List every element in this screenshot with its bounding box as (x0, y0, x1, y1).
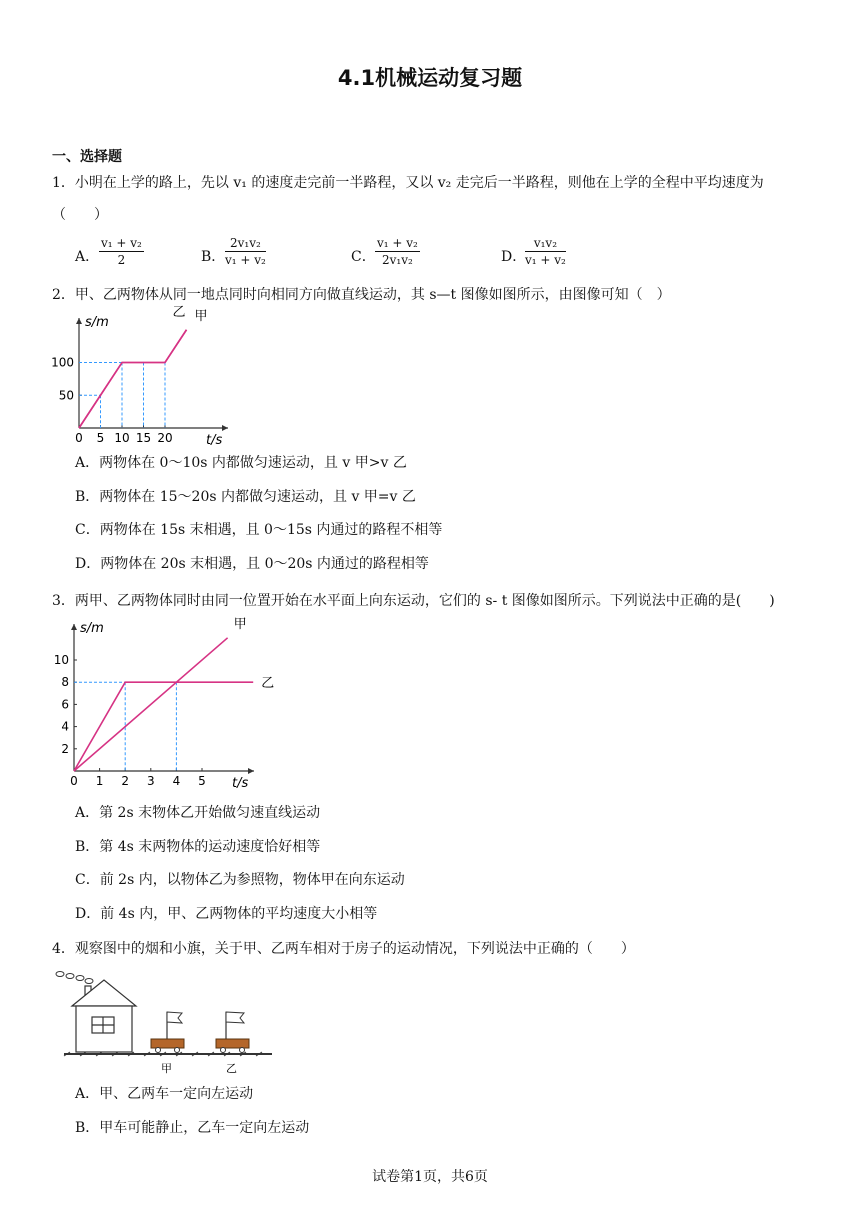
car-yi (216, 1012, 249, 1053)
series-label-1: 乙 (172, 304, 186, 320)
car-label-yi: 乙 (226, 1062, 237, 1075)
question-2-option-b[interactable]: B．两物体在 15～20s 内都做匀速运动，且 v 甲=v 乙 (75, 489, 416, 505)
y-tick-label: 4 (61, 719, 69, 734)
x-tick-label: 0 (70, 774, 78, 788)
series-line-2 (74, 682, 253, 771)
option-c-fraction: $\frac{\text{v₁ + v₂}}{\text{2v₁v₂}}$ (377, 236, 418, 267)
y-tick-label: 8 (61, 675, 69, 690)
question-2-st-graph (50, 304, 240, 448)
option-a-label[interactable]: A． (75, 249, 100, 265)
y-axis-label: s/m (85, 315, 109, 330)
y-tick-label: 50 (58, 388, 74, 403)
series-line-2 (79, 330, 187, 428)
x-tick-label: 20 (157, 431, 173, 445)
x-axis-label: t/s (232, 776, 249, 791)
option-d-fraction: $\frac{\text{v₁v₂}}{\text{v₁ + v₂}}$ (525, 236, 566, 267)
option-d-label[interactable]: D． (501, 249, 527, 265)
question-4-option-b[interactable]: B．甲车可能静止，乙车一定向左运动 (75, 1120, 310, 1136)
question-1-paren: （ ） (52, 207, 108, 223)
y-tick-label: 100 (51, 355, 74, 370)
flag-icon (226, 1012, 244, 1023)
x-tick-label: 0 (75, 431, 83, 445)
car-label-jia: 甲 (161, 1062, 172, 1075)
y-axis-label: s/m (80, 621, 104, 636)
option-b-label[interactable]: B． (201, 249, 226, 265)
y-axis-arrow (76, 318, 82, 324)
option-b-fraction: $\frac{\text{2v₁v₂}}{\text{v₁ + v₂}}$ (225, 236, 266, 267)
question-2-option-d[interactable]: D．两物体在 20s 末相遇，且 0～20s 内通过的路程相等 (75, 556, 429, 572)
x-tick-label: 5 (198, 774, 206, 788)
series-label-2: 甲 (194, 308, 208, 324)
option-c-label[interactable]: C． (351, 249, 376, 265)
x-tick-label: 5 (96, 431, 105, 445)
question-3-option-c[interactable]: C．前 2s 内，以物体乙为参照物，物体甲在向东运动 (75, 872, 405, 888)
page-footer: 试卷第1页，共6页 (372, 1169, 488, 1185)
series-line-1 (79, 330, 187, 428)
x-axis-label: t/s (206, 433, 223, 448)
x-tick-label: 2 (121, 774, 130, 788)
question-2-stem: 2．甲、乙两物体从同一地点同时向相同方向做直线运动，其 s—t 图像如图所示，由图像可知（ ） (52, 287, 671, 303)
question-1-stem: 1．小明在上学的路上，先以 v₁ 的速度走完前一半路程，又以 v₂ 走完后一半路程，则他在上学的全程中平均速度为 (52, 175, 764, 191)
x-tick-label: 3 (146, 774, 155, 788)
page-title: 4.1机械运动复习题 (337, 66, 523, 90)
house-and-cars-figure (50, 964, 280, 1076)
y-tick-label: 2 (61, 741, 69, 756)
question-3-stem: 3．两甲、乙两物体同时由同一位置开始在水平面上向东运动，它们的 s- t 图像如图所示。下列说法中正确的是( ) (52, 593, 775, 609)
question-3-st-graph (52, 616, 275, 791)
x-axis-arrow (248, 768, 254, 774)
series-line-1 (74, 638, 228, 771)
question-3-option-a[interactable]: A．第 2s 末物体乙开始做匀速直线运动 (75, 805, 321, 821)
smoke-icon (56, 972, 93, 984)
question-1-options (75, 236, 675, 276)
question-4-stem: 4．观察图中的烟和小旗，关于甲、乙两车相对于房子的运动情况，下列说法中正确的（ ） (52, 941, 635, 957)
section-heading: 一、选择题 (52, 149, 122, 165)
flag-icon (167, 1012, 182, 1023)
series-label-2: 乙 (261, 676, 275, 692)
question-4-option-a[interactable]: A．甲、乙两车一定向左运动 (75, 1086, 254, 1102)
question-3-option-d[interactable]: D．前 4s 内，甲、乙两物体的平均速度大小相等 (75, 906, 378, 922)
y-tick-label: 10 (53, 653, 69, 667)
y-axis-arrow (71, 624, 77, 630)
question-3-option-b[interactable]: B．第 4s 末两物体的运动速度恰好相等 (75, 839, 321, 855)
question-2-option-a[interactable]: A．两物体在 0～10s 内都做匀速运动，且 v 甲>v 乙 (75, 455, 407, 471)
house-icon (72, 980, 136, 1052)
series-label-1: 甲 (233, 616, 247, 632)
x-tick-label: 15 (135, 431, 152, 445)
car-jia (151, 1012, 184, 1053)
x-tick-label: 10 (114, 431, 130, 445)
y-tick-label: 6 (61, 697, 69, 712)
question-2-option-c[interactable]: C．两物体在 15s 末相遇，且 0～15s 内通过的路程不相等 (75, 522, 443, 538)
x-axis-arrow (222, 425, 228, 431)
option-a-fraction: $\frac{\text{v₁ + v₂}}{2}$ (101, 236, 142, 267)
x-tick-label: 1 (95, 774, 104, 788)
x-tick-label: 4 (172, 774, 181, 788)
